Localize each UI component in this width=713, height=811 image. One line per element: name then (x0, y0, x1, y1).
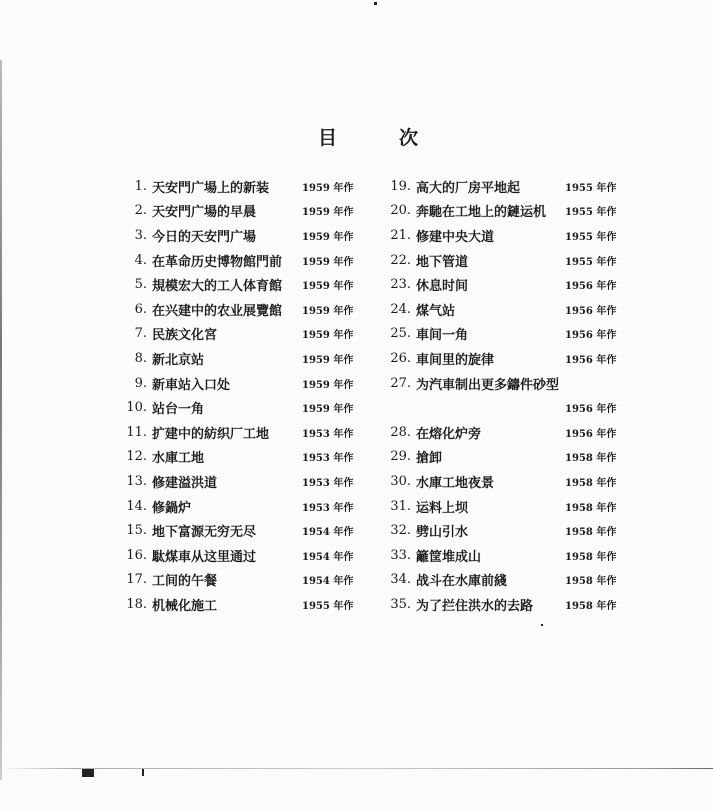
entry-year: 1955 年作 (565, 231, 617, 243)
entry-title: 地下富源无穷无尽 (152, 525, 257, 541)
entry-year: 1954 年作 (302, 576, 354, 588)
entry-year: 1953 年作 (302, 502, 354, 514)
entry-title: 为汽車制出更多鑄件砂型 (416, 377, 560, 393)
entry-year: 1959 年作 (302, 404, 354, 416)
entry-number: 10. (126, 400, 147, 416)
toc-entry (381, 371, 631, 396)
entry-number: 35. (390, 596, 411, 612)
title-char: 目 (318, 127, 338, 149)
scan-speck (374, 2, 377, 5)
scan-margin-line (0, 60, 2, 780)
entry-number: 23. (390, 277, 411, 293)
toc-entry (381, 543, 631, 568)
entry-number: 22. (390, 252, 411, 268)
entry-title: 搶卸 (416, 451, 443, 467)
toc-entry (381, 568, 631, 593)
entry-number: 4. (134, 252, 147, 268)
entry-number: 17. (126, 572, 147, 588)
title-char: 次 (398, 127, 418, 149)
entry-title: 在熔化炉旁 (416, 426, 482, 442)
toc-column-right (381, 174, 631, 617)
entry-title: 籬筐堆成山 (416, 549, 482, 565)
toc-entry (381, 297, 631, 322)
scan-speck (82, 768, 94, 777)
entry-number: 30. (390, 473, 411, 489)
toc-entry (118, 272, 358, 297)
entry-year: 1958 年作 (565, 453, 617, 465)
toc-entry (118, 518, 358, 543)
entry-title: 工间的午餐 (152, 574, 218, 590)
toc-entry (118, 174, 358, 199)
entry-number: 14. (126, 498, 147, 514)
page-title (318, 123, 418, 150)
entry-title: 地下管道 (416, 254, 469, 270)
entry-year: 1956 年作 (565, 354, 617, 366)
entry-number: 1. (134, 178, 147, 194)
entry-year: 1958 年作 (565, 551, 617, 563)
entry-number: 21. (390, 227, 411, 243)
toc-entry (118, 322, 358, 347)
entry-title: 站台一角 (152, 402, 205, 418)
entry-year: 1959 年作 (302, 354, 354, 366)
entry-number: 16. (126, 547, 147, 563)
toc-entry (118, 592, 358, 617)
entry-title: 民族文化宮 (152, 328, 218, 344)
entry-number: 26. (390, 350, 411, 366)
entry-number: 18. (126, 596, 147, 612)
entry-year: 1959 年作 (302, 281, 354, 293)
entry-year: 1956 年作 (565, 404, 617, 416)
entry-number: 34. (390, 572, 411, 588)
entry-year: 1958 年作 (565, 600, 617, 612)
toc-entry (118, 199, 358, 224)
entry-number: 19. (390, 178, 411, 194)
entry-title: 奔馳在工地上的鏈运机 (416, 205, 547, 221)
toc-entry (381, 272, 631, 297)
scan-bottom-edge (0, 768, 713, 769)
entry-year: 1956 年作 (565, 305, 617, 317)
toc-entry (381, 518, 631, 543)
entry-number: 3. (134, 227, 147, 243)
entry-number: 32. (390, 523, 411, 539)
entry-title: 扩建中的紡织厂工地 (152, 426, 270, 442)
toc-entry (118, 346, 358, 371)
entry-number: 24. (390, 301, 411, 317)
toc-entry (118, 543, 358, 568)
entry-year: 1953 年作 (302, 428, 354, 440)
entry-year: 1959 年作 (302, 207, 354, 219)
entry-year: 1955 年作 (302, 600, 354, 612)
toc-entry (118, 248, 358, 273)
toc-entry (381, 346, 631, 371)
entry-number: 31. (390, 498, 411, 514)
scan-speck (541, 624, 543, 626)
entry-number: 5. (134, 277, 147, 293)
toc-entry (381, 322, 631, 347)
entry-title: 規模宏大的工人体育館 (152, 279, 283, 295)
entry-year: 1954 年作 (302, 527, 354, 539)
entry-year: 1959 年作 (302, 256, 354, 268)
toc-entry (381, 223, 631, 248)
entry-number: 29. (390, 449, 411, 465)
toc-entry (381, 469, 631, 494)
toc-entry (381, 174, 631, 199)
entry-title: 修建中央大道 (416, 229, 495, 245)
entry-year: 1959 年作 (302, 379, 354, 391)
entry-number: 25. (390, 326, 411, 342)
entry-year: 1959 年作 (302, 182, 354, 194)
entry-title: 今日的天安門广場 (152, 229, 257, 245)
entry-number: 8. (134, 350, 147, 366)
toc-entry (381, 248, 631, 273)
toc-entry (381, 395, 631, 420)
entry-title: 在革命历史博物館門前 (152, 254, 283, 270)
entry-title: 天安門广場的早晨 (152, 205, 257, 221)
entry-year: 1959 年作 (302, 330, 354, 342)
entry-title: 駄煤車从这里通过 (152, 549, 257, 565)
entry-number: 9. (134, 375, 147, 391)
toc-entry (118, 445, 358, 470)
entry-number: 13. (126, 473, 147, 489)
toc-entry (118, 420, 358, 445)
entry-year: 1958 年作 (565, 527, 617, 539)
toc-entry (381, 445, 631, 470)
entry-number: 6. (134, 301, 147, 317)
entry-title: 天安門广場上的新装 (152, 180, 270, 196)
entry-year: 1955 年作 (565, 207, 617, 219)
entry-title: 新北京站 (152, 352, 205, 368)
entry-year: 1954 年作 (302, 551, 354, 563)
entry-year: 1953 年作 (302, 453, 354, 465)
entry-title: 劈山引水 (416, 525, 469, 541)
entry-year: 1958 年作 (565, 576, 617, 588)
entry-number: 20. (390, 203, 411, 219)
toc-entry (118, 297, 358, 322)
toc-entry (381, 420, 631, 445)
entry-number: 27. (390, 375, 411, 391)
entry-year: 1955 年作 (565, 256, 617, 268)
entry-year: 1959 年作 (302, 231, 354, 243)
entry-title: 高大的厂房平地起 (416, 180, 521, 196)
toc-entry (118, 494, 358, 519)
entry-year: 1953 年作 (302, 477, 354, 489)
entry-year: 1958 年作 (565, 502, 617, 514)
entry-number: 15. (126, 523, 147, 539)
entry-number: 2. (134, 203, 147, 219)
entry-title: 运料上坝 (416, 500, 469, 516)
toc-entry (118, 371, 358, 396)
toc-entry (118, 469, 358, 494)
entry-number: 28. (390, 424, 411, 440)
entry-number: 12. (126, 449, 147, 465)
entry-number: 7. (134, 326, 147, 342)
entry-title: 战斗在水庫前綫 (416, 574, 508, 590)
entry-number: 11. (126, 424, 147, 440)
entry-title: 新車站入口处 (152, 377, 231, 393)
entry-title: 机械化施工 (152, 598, 218, 614)
entry-title: 在兴建中的农业展覽館 (152, 303, 283, 319)
entry-year: 1956 年作 (565, 330, 617, 342)
entry-title: 車间里的旋律 (416, 352, 495, 368)
toc-column-left (118, 174, 358, 617)
entry-year: 1958 年作 (565, 477, 617, 489)
toc-entry (381, 494, 631, 519)
entry-title: 煤气站 (416, 303, 456, 319)
toc-entry (118, 223, 358, 248)
scan-speck (142, 768, 144, 776)
entry-title: 水庫工地 (152, 451, 205, 467)
toc-entry (118, 395, 358, 420)
entry-title: 修鍋炉 (152, 500, 192, 516)
entry-title: 水庫工地夜景 (416, 475, 495, 491)
entry-year: 1956 年作 (565, 428, 617, 440)
entry-title: 車间一角 (416, 328, 469, 344)
entry-year: 1955 年作 (565, 182, 617, 194)
entry-title: 休息时间 (416, 279, 469, 295)
toc-entry (118, 568, 358, 593)
entry-number: 33. (390, 547, 411, 563)
toc-entry (381, 199, 631, 224)
entry-year: 1956 年作 (565, 281, 617, 293)
entry-year: 1959 年作 (302, 305, 354, 317)
entry-title: 修建溢洪道 (152, 475, 218, 491)
toc-entry (381, 592, 631, 617)
entry-title: 为了拦住洪水的去路 (416, 598, 534, 614)
